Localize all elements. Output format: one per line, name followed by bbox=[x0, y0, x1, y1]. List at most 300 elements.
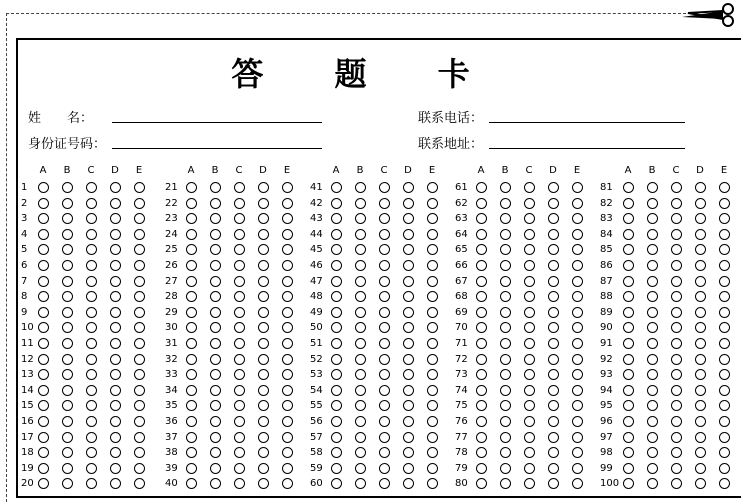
answer-bubble[interactable] bbox=[62, 432, 73, 443]
answer-bubble[interactable] bbox=[134, 198, 145, 209]
answer-bubble[interactable] bbox=[719, 416, 730, 427]
answer-bubble[interactable] bbox=[403, 432, 414, 443]
answer-bubble[interactable] bbox=[476, 385, 487, 396]
answer-bubble[interactable] bbox=[134, 416, 145, 427]
answer-bubble[interactable] bbox=[355, 338, 366, 349]
answer-bubble[interactable] bbox=[234, 385, 245, 396]
answer-bubble[interactable] bbox=[134, 229, 145, 240]
answer-bubble[interactable] bbox=[38, 354, 49, 365]
answer-bubble[interactable] bbox=[548, 307, 559, 318]
answer-bubble[interactable] bbox=[234, 260, 245, 271]
answer-bubble[interactable] bbox=[86, 416, 97, 427]
answer-bubble[interactable] bbox=[671, 182, 682, 193]
answer-bubble[interactable] bbox=[379, 229, 390, 240]
answer-bubble[interactable] bbox=[572, 198, 583, 209]
answer-bubble[interactable] bbox=[623, 354, 634, 365]
answer-bubble[interactable] bbox=[548, 260, 559, 271]
answer-bubble[interactable] bbox=[110, 198, 121, 209]
answer-bubble[interactable] bbox=[331, 229, 342, 240]
answer-bubble[interactable] bbox=[258, 182, 269, 193]
answer-bubble[interactable] bbox=[524, 416, 535, 427]
answer-bubble[interactable] bbox=[62, 260, 73, 271]
answer-bubble[interactable] bbox=[234, 182, 245, 193]
answer-bubble[interactable] bbox=[62, 416, 73, 427]
answer-bubble[interactable] bbox=[258, 307, 269, 318]
answer-bubble[interactable] bbox=[647, 182, 658, 193]
answer-bubble[interactable] bbox=[62, 385, 73, 396]
answer-bubble[interactable] bbox=[282, 307, 293, 318]
answer-bubble[interactable] bbox=[62, 307, 73, 318]
answer-bubble[interactable] bbox=[331, 463, 342, 474]
answer-bubble[interactable] bbox=[427, 182, 438, 193]
answer-bubble[interactable] bbox=[355, 229, 366, 240]
answer-bubble[interactable] bbox=[719, 198, 730, 209]
answer-bubble[interactable] bbox=[110, 260, 121, 271]
answer-bubble[interactable] bbox=[476, 198, 487, 209]
answer-bubble[interactable] bbox=[186, 416, 197, 427]
answer-bubble[interactable] bbox=[719, 385, 730, 396]
answer-bubble[interactable] bbox=[695, 416, 706, 427]
answer-bubble[interactable] bbox=[110, 432, 121, 443]
answer-bubble[interactable] bbox=[476, 276, 487, 287]
answer-bubble[interactable] bbox=[623, 338, 634, 349]
answer-bubble[interactable] bbox=[186, 385, 197, 396]
answer-bubble[interactable] bbox=[647, 385, 658, 396]
answer-bubble[interactable] bbox=[403, 276, 414, 287]
answer-bubble[interactable] bbox=[210, 260, 221, 271]
answer-bubble[interactable] bbox=[647, 307, 658, 318]
answer-bubble[interactable] bbox=[572, 182, 583, 193]
answer-bubble[interactable] bbox=[572, 276, 583, 287]
answer-bubble[interactable] bbox=[355, 260, 366, 271]
answer-bubble[interactable] bbox=[258, 338, 269, 349]
answer-bubble[interactable] bbox=[427, 198, 438, 209]
answer-bubble[interactable] bbox=[500, 432, 511, 443]
answer-bubble[interactable] bbox=[62, 198, 73, 209]
answer-bubble[interactable] bbox=[379, 463, 390, 474]
answer-bubble[interactable] bbox=[86, 229, 97, 240]
answer-bubble[interactable] bbox=[234, 463, 245, 474]
answer-bubble[interactable] bbox=[647, 416, 658, 427]
answer-bubble[interactable] bbox=[258, 385, 269, 396]
answer-bubble[interactable] bbox=[719, 432, 730, 443]
answer-bubble[interactable] bbox=[548, 354, 559, 365]
answer-bubble[interactable] bbox=[403, 385, 414, 396]
answer-bubble[interactable] bbox=[331, 307, 342, 318]
answer-bubble[interactable] bbox=[234, 198, 245, 209]
answer-bubble[interactable] bbox=[38, 416, 49, 427]
answer-bubble[interactable] bbox=[86, 354, 97, 365]
answer-bubble[interactable] bbox=[548, 432, 559, 443]
answer-bubble[interactable] bbox=[86, 276, 97, 287]
answer-bubble[interactable] bbox=[647, 432, 658, 443]
answer-bubble[interactable] bbox=[671, 354, 682, 365]
answer-bubble[interactable] bbox=[671, 276, 682, 287]
answer-bubble[interactable] bbox=[210, 307, 221, 318]
answer-bubble[interactable] bbox=[476, 338, 487, 349]
answer-bubble[interactable] bbox=[110, 307, 121, 318]
answer-bubble[interactable] bbox=[548, 276, 559, 287]
answer-bubble[interactable] bbox=[331, 432, 342, 443]
answer-bubble[interactable] bbox=[623, 276, 634, 287]
answer-bubble[interactable] bbox=[234, 338, 245, 349]
answer-bubble[interactable] bbox=[695, 276, 706, 287]
answer-bubble[interactable] bbox=[379, 385, 390, 396]
answer-bubble[interactable] bbox=[331, 354, 342, 365]
answer-bubble[interactable] bbox=[524, 385, 535, 396]
answer-bubble[interactable] bbox=[403, 307, 414, 318]
answer-bubble[interactable] bbox=[110, 338, 121, 349]
answer-bubble[interactable] bbox=[379, 354, 390, 365]
answer-bubble[interactable] bbox=[86, 432, 97, 443]
answer-bubble[interactable] bbox=[282, 229, 293, 240]
answer-bubble[interactable] bbox=[623, 229, 634, 240]
answer-bubble[interactable] bbox=[110, 385, 121, 396]
answer-bubble[interactable] bbox=[38, 182, 49, 193]
answer-bubble[interactable] bbox=[234, 307, 245, 318]
answer-bubble[interactable] bbox=[403, 260, 414, 271]
answer-bubble[interactable] bbox=[210, 385, 221, 396]
answer-bubble[interactable] bbox=[210, 198, 221, 209]
answer-bubble[interactable] bbox=[671, 385, 682, 396]
answer-bubble[interactable] bbox=[572, 432, 583, 443]
answer-bubble[interactable] bbox=[210, 463, 221, 474]
answer-bubble[interactable] bbox=[379, 276, 390, 287]
answer-bubble[interactable] bbox=[282, 385, 293, 396]
answer-bubble[interactable] bbox=[134, 338, 145, 349]
answer-bubble[interactable] bbox=[331, 416, 342, 427]
answer-bubble[interactable] bbox=[476, 182, 487, 193]
answer-bubble[interactable] bbox=[210, 276, 221, 287]
answer-bubble[interactable] bbox=[403, 416, 414, 427]
answer-bubble[interactable] bbox=[695, 307, 706, 318]
answer-bubble[interactable] bbox=[331, 385, 342, 396]
answer-bubble[interactable] bbox=[427, 260, 438, 271]
answer-bubble[interactable] bbox=[210, 432, 221, 443]
answer-bubble[interactable] bbox=[38, 338, 49, 349]
answer-bubble[interactable] bbox=[623, 198, 634, 209]
answer-bubble[interactable] bbox=[572, 307, 583, 318]
answer-bubble[interactable] bbox=[719, 182, 730, 193]
answer-bubble[interactable] bbox=[403, 198, 414, 209]
answer-bubble[interactable] bbox=[524, 182, 535, 193]
answer-bubble[interactable] bbox=[134, 260, 145, 271]
answer-bubble[interactable] bbox=[572, 260, 583, 271]
answer-bubble[interactable] bbox=[524, 229, 535, 240]
answer-bubble[interactable] bbox=[186, 260, 197, 271]
answer-bubble[interactable] bbox=[500, 463, 511, 474]
answer-bubble[interactable] bbox=[671, 229, 682, 240]
answer-bubble[interactable] bbox=[379, 338, 390, 349]
answer-bubble[interactable] bbox=[258, 354, 269, 365]
answer-bubble[interactable] bbox=[647, 354, 658, 365]
answer-bubble[interactable] bbox=[500, 416, 511, 427]
answer-bubble[interactable] bbox=[671, 307, 682, 318]
answer-bubble[interactable] bbox=[282, 432, 293, 443]
answer-bubble[interactable] bbox=[719, 229, 730, 240]
answer-bubble[interactable] bbox=[234, 432, 245, 443]
answer-bubble[interactable] bbox=[427, 416, 438, 427]
answer-bubble[interactable] bbox=[331, 182, 342, 193]
answer-bubble[interactable] bbox=[719, 260, 730, 271]
answer-bubble[interactable] bbox=[476, 260, 487, 271]
answer-bubble[interactable] bbox=[572, 229, 583, 240]
answer-bubble[interactable] bbox=[500, 385, 511, 396]
answer-bubble[interactable] bbox=[500, 354, 511, 365]
answer-bubble[interactable] bbox=[379, 307, 390, 318]
answer-bubble[interactable] bbox=[38, 463, 49, 474]
answer-bubble[interactable] bbox=[110, 276, 121, 287]
answer-bubble[interactable] bbox=[62, 182, 73, 193]
answer-bubble[interactable] bbox=[86, 385, 97, 396]
answer-bubble[interactable] bbox=[86, 182, 97, 193]
answer-bubble[interactable] bbox=[282, 338, 293, 349]
answer-bubble[interactable] bbox=[258, 463, 269, 474]
answer-bubble[interactable] bbox=[695, 354, 706, 365]
answer-bubble[interactable] bbox=[355, 276, 366, 287]
answer-bubble[interactable] bbox=[695, 229, 706, 240]
answer-bubble[interactable] bbox=[719, 338, 730, 349]
answer-bubble[interactable] bbox=[379, 182, 390, 193]
answer-bubble[interactable] bbox=[38, 432, 49, 443]
answer-bubble[interactable] bbox=[331, 260, 342, 271]
answer-bubble[interactable] bbox=[476, 229, 487, 240]
answer-bubble[interactable] bbox=[186, 307, 197, 318]
answer-bubble[interactable] bbox=[671, 198, 682, 209]
answer-bubble[interactable] bbox=[186, 198, 197, 209]
answer-bubble[interactable] bbox=[500, 276, 511, 287]
answer-bubble[interactable] bbox=[647, 338, 658, 349]
answer-bubble[interactable] bbox=[210, 182, 221, 193]
answer-bubble[interactable] bbox=[331, 276, 342, 287]
answer-bubble[interactable] bbox=[572, 354, 583, 365]
answer-bubble[interactable] bbox=[524, 260, 535, 271]
answer-bubble[interactable] bbox=[86, 338, 97, 349]
answer-bubble[interactable] bbox=[355, 307, 366, 318]
answer-bubble[interactable] bbox=[38, 260, 49, 271]
answer-bubble[interactable] bbox=[379, 416, 390, 427]
answer-bubble[interactable] bbox=[647, 463, 658, 474]
answer-bubble[interactable] bbox=[134, 276, 145, 287]
answer-bubble[interactable] bbox=[134, 182, 145, 193]
answer-bubble[interactable] bbox=[186, 463, 197, 474]
answer-bubble[interactable] bbox=[647, 260, 658, 271]
answer-bubble[interactable] bbox=[258, 276, 269, 287]
answer-bubble[interactable] bbox=[500, 182, 511, 193]
answer-bubble[interactable] bbox=[186, 432, 197, 443]
answer-bubble[interactable] bbox=[62, 354, 73, 365]
answer-bubble[interactable] bbox=[476, 307, 487, 318]
answer-bubble[interactable] bbox=[134, 432, 145, 443]
answer-bubble[interactable] bbox=[524, 338, 535, 349]
answer-bubble[interactable] bbox=[234, 416, 245, 427]
answer-bubble[interactable] bbox=[623, 463, 634, 474]
answer-bubble[interactable] bbox=[234, 354, 245, 365]
answer-bubble[interactable] bbox=[548, 198, 559, 209]
answer-bubble[interactable] bbox=[548, 385, 559, 396]
answer-bubble[interactable] bbox=[548, 182, 559, 193]
answer-bubble[interactable] bbox=[355, 432, 366, 443]
answer-bubble[interactable] bbox=[110, 182, 121, 193]
answer-bubble[interactable] bbox=[719, 307, 730, 318]
answer-bubble[interactable] bbox=[62, 276, 73, 287]
answer-bubble[interactable] bbox=[62, 338, 73, 349]
answer-bubble[interactable] bbox=[355, 416, 366, 427]
answer-bubble[interactable] bbox=[548, 338, 559, 349]
answer-bubble[interactable] bbox=[134, 354, 145, 365]
answer-bubble[interactable] bbox=[134, 307, 145, 318]
answer-bubble[interactable] bbox=[62, 463, 73, 474]
answer-bubble[interactable] bbox=[110, 463, 121, 474]
answer-bubble[interactable] bbox=[331, 338, 342, 349]
answer-bubble[interactable] bbox=[695, 260, 706, 271]
answer-bubble[interactable] bbox=[719, 463, 730, 474]
answer-bubble[interactable] bbox=[500, 260, 511, 271]
answer-bubble[interactable] bbox=[38, 385, 49, 396]
answer-bubble[interactable] bbox=[403, 463, 414, 474]
answer-bubble[interactable] bbox=[134, 385, 145, 396]
answer-bubble[interactable] bbox=[86, 260, 97, 271]
answer-bubble[interactable] bbox=[186, 229, 197, 240]
answer-bubble[interactable] bbox=[355, 182, 366, 193]
answer-bubble[interactable] bbox=[355, 463, 366, 474]
answer-bubble[interactable] bbox=[500, 307, 511, 318]
answer-bubble[interactable] bbox=[210, 338, 221, 349]
answer-bubble[interactable] bbox=[719, 354, 730, 365]
answer-bubble[interactable] bbox=[500, 198, 511, 209]
answer-bubble[interactable] bbox=[671, 416, 682, 427]
answer-bubble[interactable] bbox=[282, 354, 293, 365]
answer-bubble[interactable] bbox=[500, 229, 511, 240]
answer-bubble[interactable] bbox=[427, 463, 438, 474]
answer-bubble[interactable] bbox=[524, 463, 535, 474]
answer-bubble[interactable] bbox=[186, 182, 197, 193]
id-field[interactable] bbox=[28, 133, 106, 152]
phone-field[interactable] bbox=[418, 107, 483, 126]
address-field[interactable] bbox=[418, 133, 483, 152]
answer-bubble[interactable] bbox=[355, 198, 366, 209]
answer-bubble[interactable] bbox=[671, 338, 682, 349]
answer-bubble[interactable] bbox=[647, 229, 658, 240]
answer-bubble[interactable] bbox=[210, 354, 221, 365]
answer-bubble[interactable] bbox=[355, 385, 366, 396]
answer-bubble[interactable] bbox=[476, 354, 487, 365]
name-field[interactable] bbox=[28, 107, 93, 126]
answer-bubble[interactable] bbox=[86, 463, 97, 474]
answer-bubble[interactable] bbox=[623, 385, 634, 396]
answer-bubble[interactable] bbox=[572, 416, 583, 427]
answer-bubble[interactable] bbox=[134, 463, 145, 474]
answer-bubble[interactable] bbox=[186, 276, 197, 287]
answer-bubble[interactable] bbox=[234, 276, 245, 287]
answer-bubble[interactable] bbox=[427, 276, 438, 287]
answer-bubble[interactable] bbox=[186, 338, 197, 349]
answer-bubble[interactable] bbox=[695, 385, 706, 396]
answer-bubble[interactable] bbox=[476, 463, 487, 474]
answer-bubble[interactable] bbox=[355, 354, 366, 365]
answer-bubble[interactable] bbox=[38, 307, 49, 318]
answer-bubble[interactable] bbox=[623, 416, 634, 427]
answer-bubble[interactable] bbox=[671, 260, 682, 271]
answer-bubble[interactable] bbox=[379, 198, 390, 209]
answer-bubble[interactable] bbox=[258, 432, 269, 443]
answer-bubble[interactable] bbox=[671, 463, 682, 474]
answer-bubble[interactable] bbox=[572, 338, 583, 349]
answer-bubble[interactable] bbox=[695, 182, 706, 193]
answer-bubble[interactable] bbox=[476, 416, 487, 427]
answer-bubble[interactable] bbox=[623, 307, 634, 318]
answer-bubble[interactable] bbox=[548, 229, 559, 240]
answer-bubble[interactable] bbox=[524, 432, 535, 443]
answer-bubble[interactable] bbox=[427, 229, 438, 240]
answer-bubble[interactable] bbox=[695, 198, 706, 209]
answer-bubble[interactable] bbox=[379, 432, 390, 443]
answer-bubble[interactable] bbox=[282, 276, 293, 287]
answer-bubble[interactable] bbox=[427, 338, 438, 349]
answer-bubble[interactable] bbox=[331, 198, 342, 209]
answer-bubble[interactable] bbox=[258, 416, 269, 427]
answer-bubble[interactable] bbox=[647, 198, 658, 209]
answer-bubble[interactable] bbox=[524, 198, 535, 209]
answer-bubble[interactable] bbox=[524, 354, 535, 365]
answer-bubble[interactable] bbox=[524, 307, 535, 318]
answer-bubble[interactable] bbox=[403, 338, 414, 349]
answer-bubble[interactable] bbox=[623, 260, 634, 271]
answer-bubble[interactable] bbox=[427, 354, 438, 365]
answer-bubble[interactable] bbox=[548, 463, 559, 474]
answer-bubble[interactable] bbox=[62, 229, 73, 240]
answer-bubble[interactable] bbox=[258, 260, 269, 271]
answer-bubble[interactable] bbox=[282, 463, 293, 474]
answer-bubble[interactable] bbox=[234, 229, 245, 240]
answer-bubble[interactable] bbox=[623, 182, 634, 193]
answer-bubble[interactable] bbox=[695, 463, 706, 474]
answer-bubble[interactable] bbox=[258, 198, 269, 209]
answer-bubble[interactable] bbox=[427, 432, 438, 443]
answer-bubble[interactable] bbox=[86, 198, 97, 209]
answer-bubble[interactable] bbox=[282, 198, 293, 209]
answer-bubble[interactable] bbox=[186, 354, 197, 365]
answer-bubble[interactable] bbox=[282, 416, 293, 427]
answer-bubble[interactable] bbox=[403, 229, 414, 240]
answer-bubble[interactable] bbox=[38, 229, 49, 240]
answer-bubble[interactable] bbox=[110, 229, 121, 240]
answer-bubble[interactable] bbox=[38, 198, 49, 209]
answer-bubble[interactable] bbox=[476, 432, 487, 443]
answer-bubble[interactable] bbox=[572, 463, 583, 474]
answer-bubble[interactable] bbox=[427, 307, 438, 318]
answer-bubble[interactable] bbox=[38, 276, 49, 287]
answer-bubble[interactable] bbox=[110, 354, 121, 365]
answer-bubble[interactable] bbox=[403, 182, 414, 193]
answer-bubble[interactable] bbox=[623, 432, 634, 443]
answer-bubble[interactable] bbox=[86, 307, 97, 318]
answer-bubble[interactable] bbox=[695, 338, 706, 349]
answer-bubble[interactable] bbox=[110, 416, 121, 427]
answer-bubble[interactable] bbox=[719, 276, 730, 287]
answer-bubble[interactable] bbox=[671, 432, 682, 443]
answer-bubble[interactable] bbox=[210, 416, 221, 427]
answer-bubble[interactable] bbox=[258, 229, 269, 240]
answer-bubble[interactable] bbox=[403, 354, 414, 365]
answer-bubble[interactable] bbox=[572, 385, 583, 396]
answer-bubble[interactable] bbox=[282, 182, 293, 193]
answer-bubble[interactable] bbox=[379, 260, 390, 271]
answer-bubble[interactable] bbox=[548, 416, 559, 427]
answer-bubble[interactable] bbox=[647, 276, 658, 287]
answer-bubble[interactable] bbox=[500, 338, 511, 349]
answer-bubble[interactable] bbox=[282, 260, 293, 271]
